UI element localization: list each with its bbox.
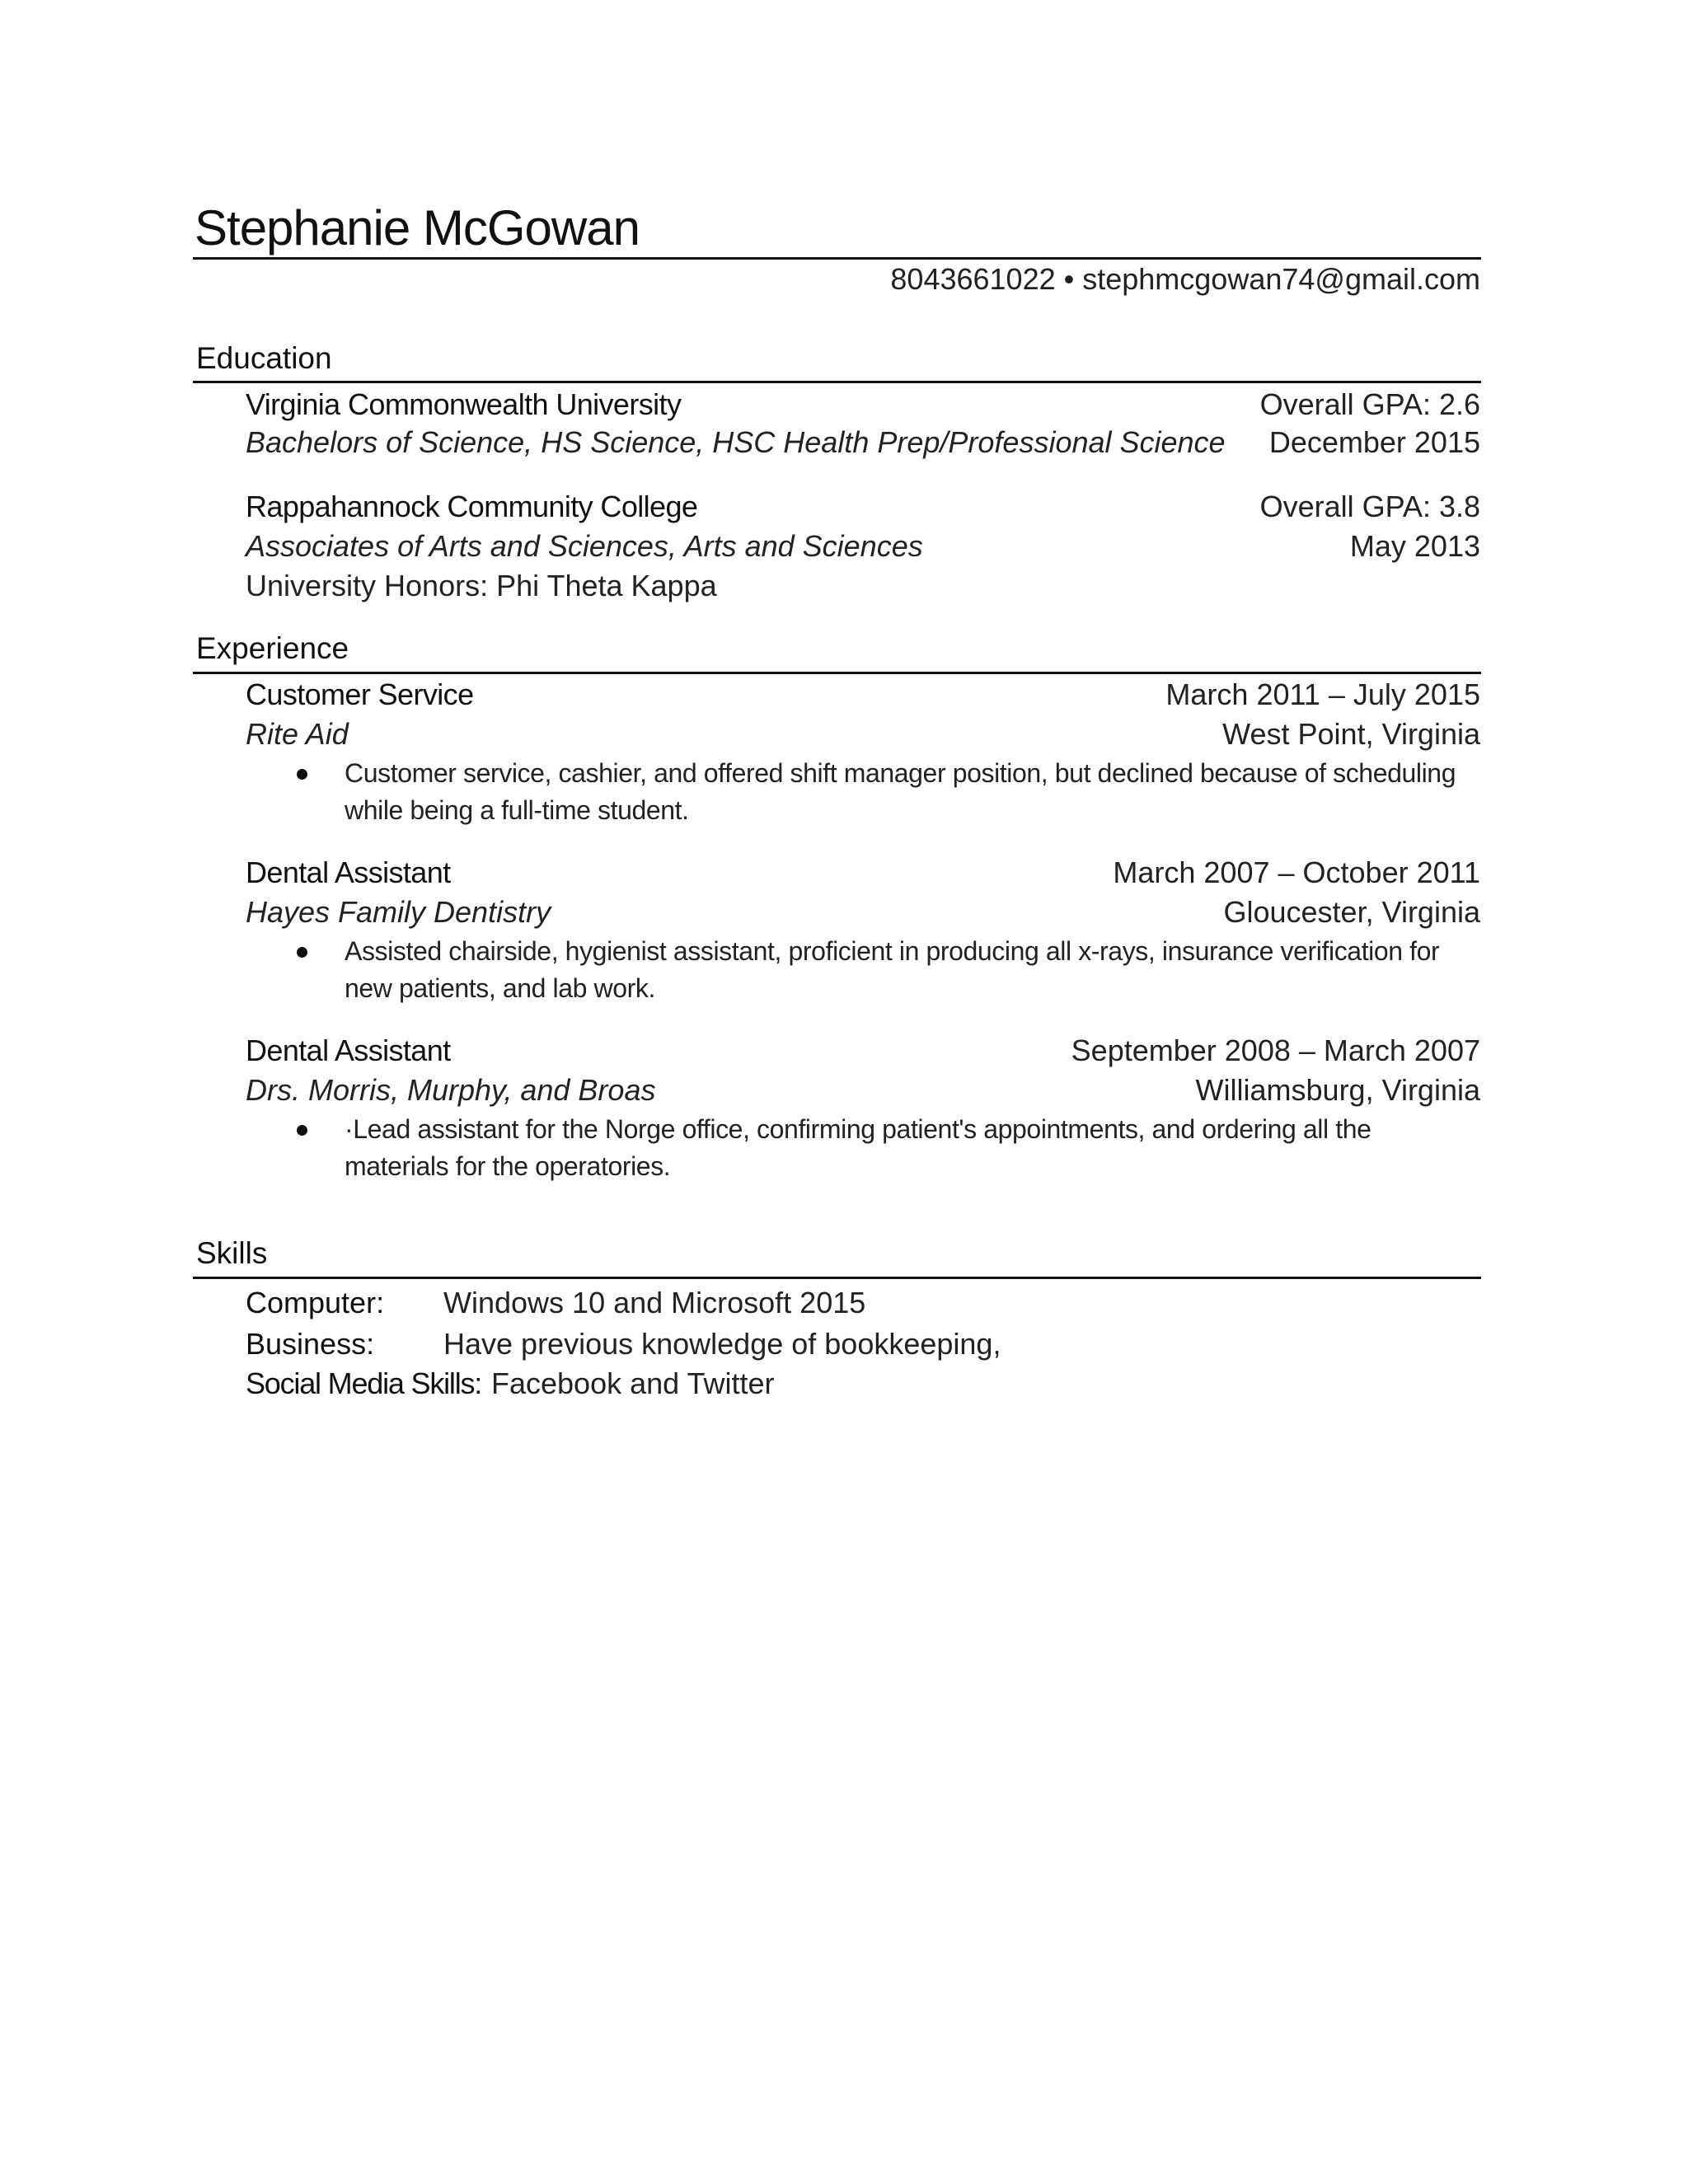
education-gpa: Overall GPA: 2.6 xyxy=(1259,387,1480,421)
education-date: December 2015 xyxy=(1268,425,1480,459)
job-title: Dental Assistant xyxy=(246,1033,451,1067)
skill-label: Social Media Skills: xyxy=(246,1366,482,1400)
job-bullet: Assisted chairside, hygienist assistant, proficient in producing all x-rays, insurance verification for new patients, and lab work. xyxy=(345,936,1440,1003)
bullet-icon xyxy=(297,769,307,780)
education-divider xyxy=(193,381,1481,383)
bullet-icon xyxy=(297,947,307,958)
job-employer: Drs. Morris, Murphy, and Broas xyxy=(246,1073,656,1107)
job-location: West Point, Virginia xyxy=(1222,717,1480,751)
job-location: Williamsburg, Virginia xyxy=(1195,1073,1480,1107)
job-bullet: ·Lead assistant for the Norge office, confirming patient's appointments, and ordering all the materials for the operatories. xyxy=(345,1114,1372,1181)
job-dates: March 2011 – July 2015 xyxy=(1165,677,1480,711)
section-title-education: Education xyxy=(196,341,332,375)
education-degree: Bachelors of Science, HS Science, HSC Health Prep/Professional Science xyxy=(246,425,1226,459)
skill-label: Business: xyxy=(246,1327,375,1361)
job-employer: Hayes Family Dentistry xyxy=(246,895,551,929)
experience-divider xyxy=(193,672,1481,674)
job-dates: March 2007 – October 2011 xyxy=(1113,855,1480,889)
skill-value: Windows 10 and Microsoft 2015 xyxy=(443,1286,866,1319)
skills-divider xyxy=(193,1277,1481,1279)
skill-value: Have previous knowledge of bookkeeping, xyxy=(443,1327,1001,1361)
candidate-name: Stephanie McGowan xyxy=(195,200,640,255)
education-date: May 2013 xyxy=(1349,529,1480,563)
header-divider xyxy=(193,257,1481,260)
education-honors: University Honors: Phi Theta Kappa xyxy=(246,569,717,602)
education-gpa: Overall GPA: 3.8 xyxy=(1259,490,1480,523)
education-degree: Associates of Arts and Sciences, Arts and Sciences xyxy=(246,529,923,563)
bullet-icon xyxy=(297,1125,307,1136)
job-location: Gloucester, Virginia xyxy=(1223,895,1480,929)
skill-value: Facebook and Twitter xyxy=(491,1366,775,1400)
job-title: Dental Assistant xyxy=(246,855,451,889)
section-title-skills: Skills xyxy=(196,1236,268,1270)
education-school: Virginia Commonwealth University xyxy=(246,387,682,421)
job-dates: September 2008 – March 2007 xyxy=(1071,1033,1480,1067)
section-title-experience: Experience xyxy=(196,631,349,665)
job-title: Customer Service xyxy=(246,677,474,711)
education-school: Rappahannock Community College xyxy=(246,490,698,523)
job-employer: Rite Aid xyxy=(246,717,349,751)
skill-label: Computer: xyxy=(246,1286,385,1319)
job-bullet: Customer service, cashier, and offered shift manager position, but declined because of scheduling while being a full-time student. xyxy=(345,758,1456,825)
contact-info: 8043661022 • stephmcgowan74@gmail.com xyxy=(890,262,1480,296)
